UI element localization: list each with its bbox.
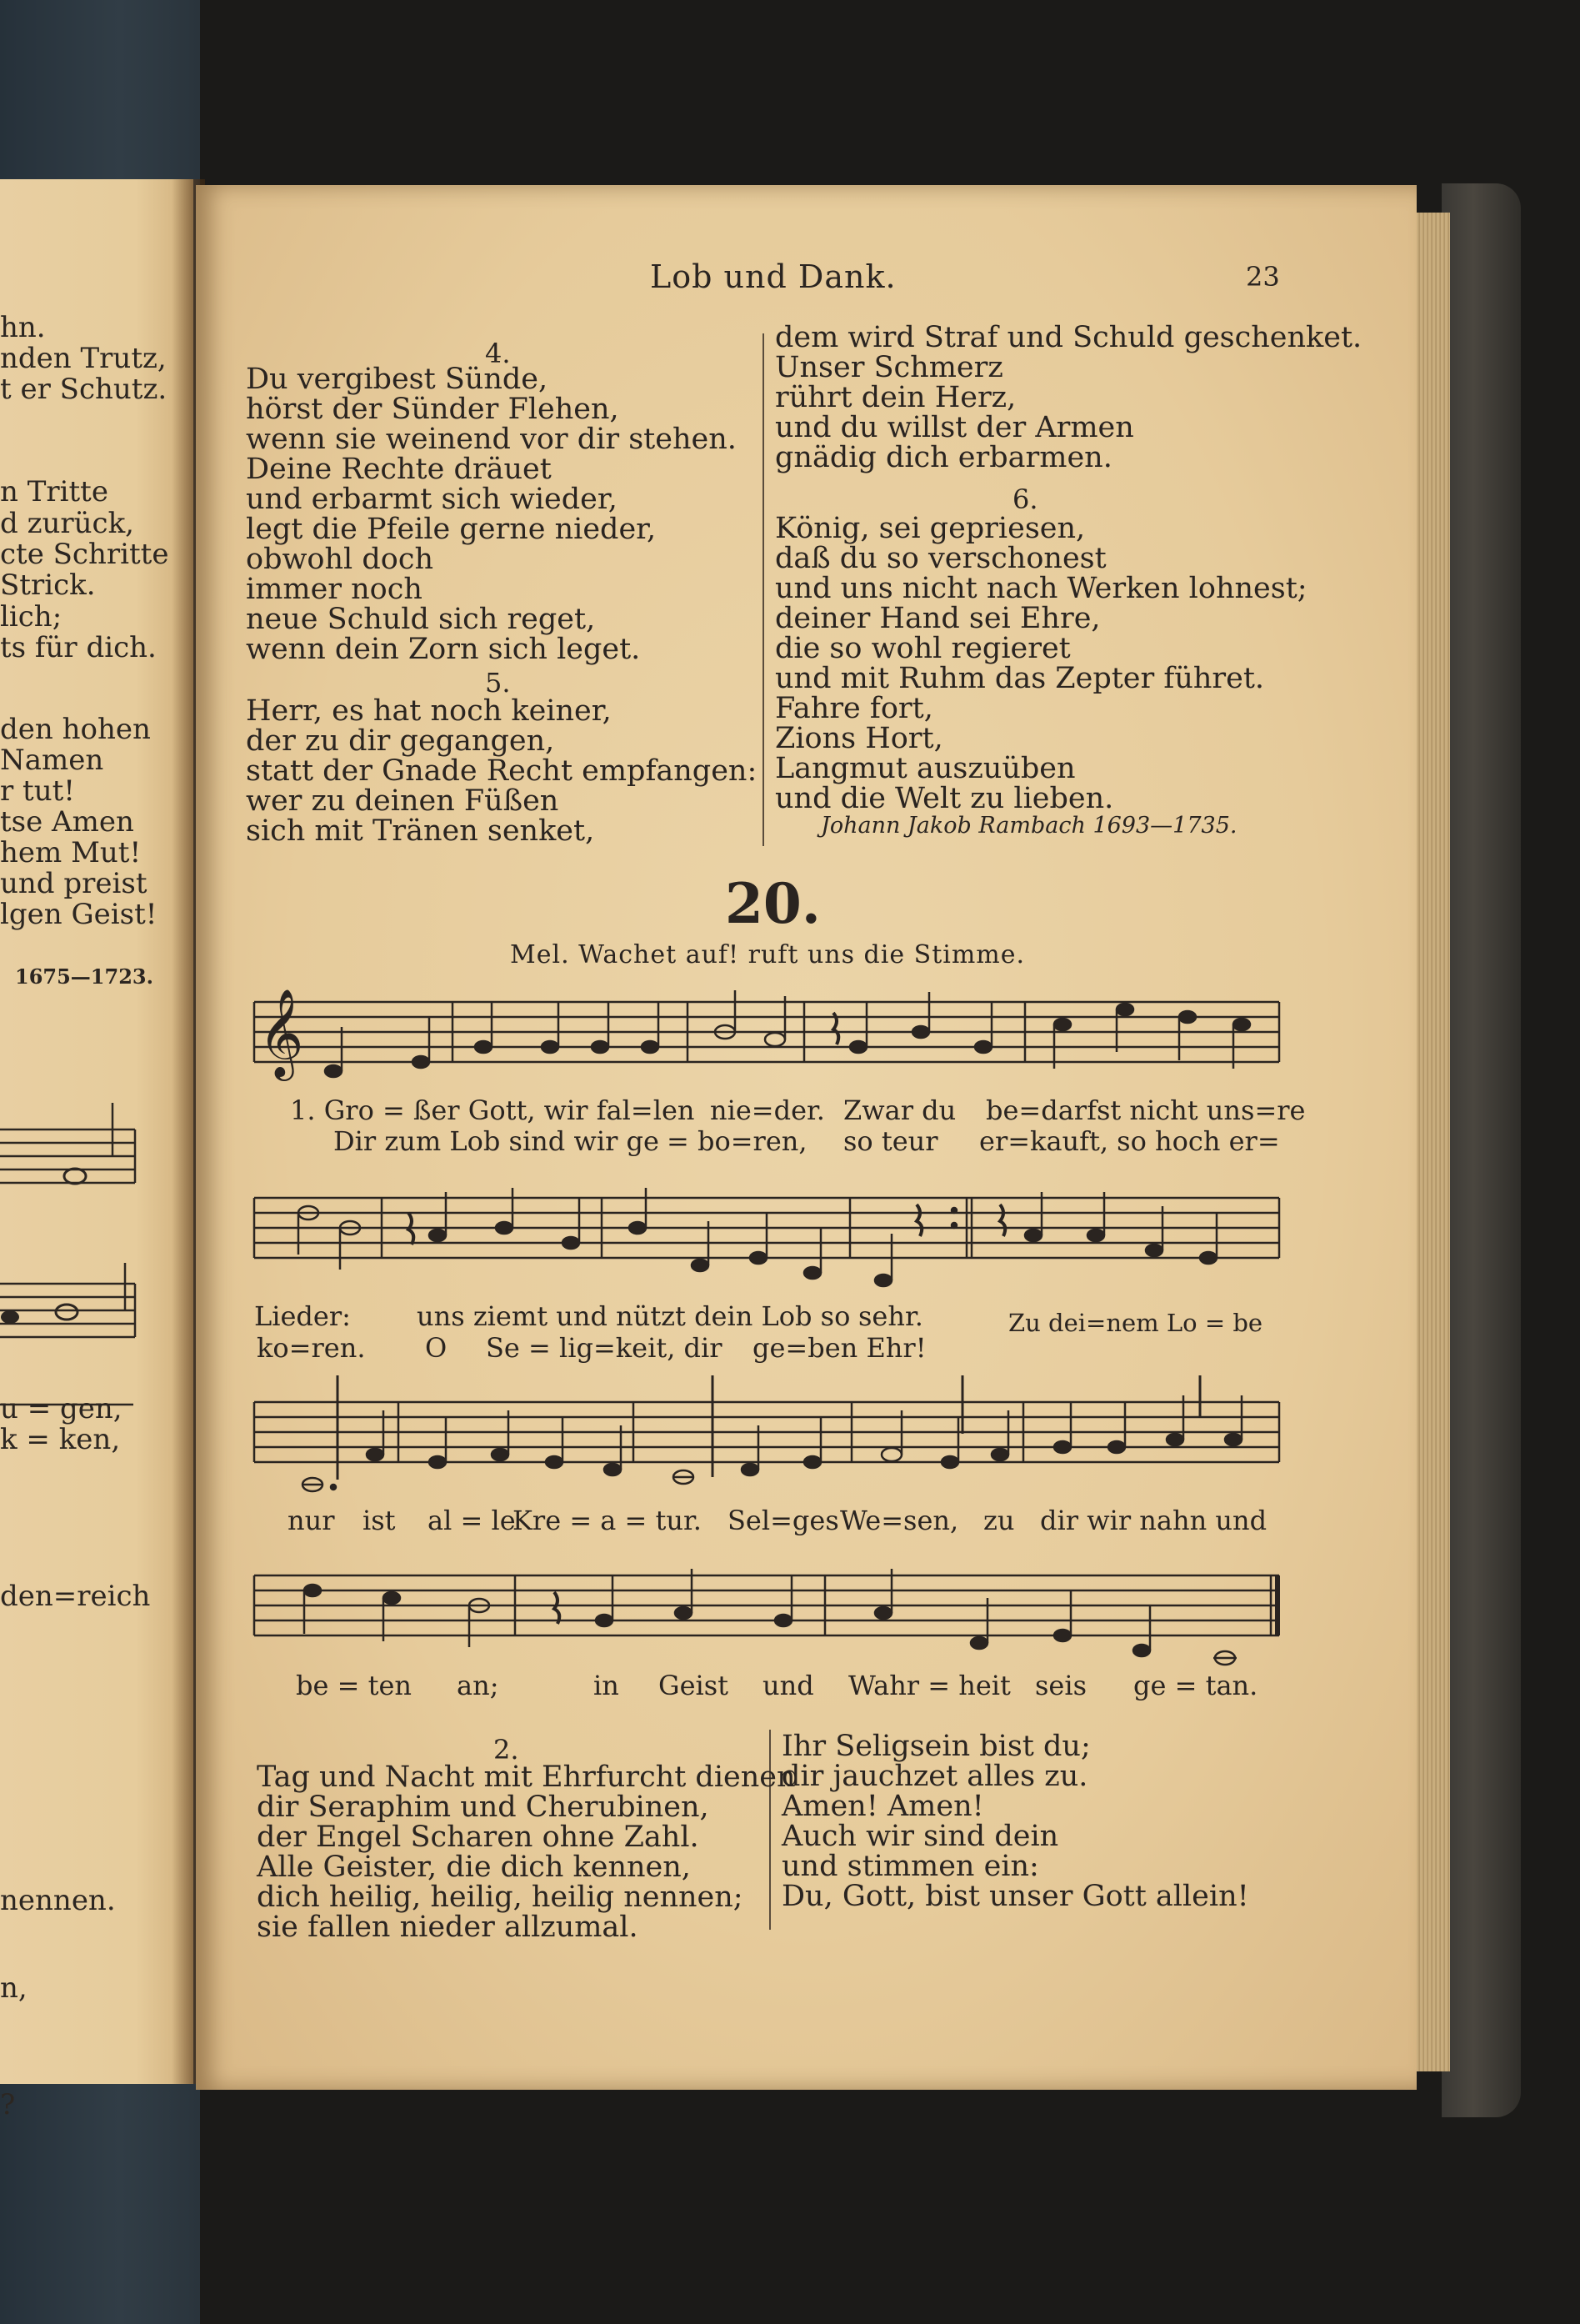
verse-line: dir Seraphim und Cherubinen,	[257, 1791, 709, 1824]
lyric-fragment: Sel=ges	[728, 1505, 839, 1536]
verse-line: König, sei gepriesen,	[775, 512, 1086, 545]
verse-number: 4.	[485, 338, 511, 369]
svg-text:𝄞: 𝄞	[258, 988, 304, 1077]
left-fragment: 1675—1723.	[15, 964, 153, 989]
lyric-fragment: Dir zum Lob sind wir ge	[333, 1125, 659, 1157]
lyric-fragment: ge=ben Ehr!	[752, 1332, 927, 1364]
lyric-fragment: ko=ren.	[257, 1332, 366, 1364]
verse-line: gnädig dich erbarmen.	[775, 441, 1112, 474]
lyric-fragment: Kre = a = tur.	[512, 1505, 702, 1536]
verse-line: obwohl doch	[246, 543, 433, 576]
left-staff-fragment	[0, 1121, 142, 1396]
verse-line: deiner Hand sei Ehre,	[775, 602, 1101, 635]
lyric-fragment: ge = tan.	[1133, 1670, 1258, 1701]
lyric-fragment: = bo=ren,	[667, 1125, 808, 1157]
verse-line: und du willst der Armen	[775, 411, 1134, 444]
left-fragment: nden Trutz,	[0, 342, 167, 375]
column-divider	[762, 333, 764, 846]
left-fragment: hem Mut!	[0, 836, 142, 869]
verse-line: Unser Schmerz	[775, 351, 1003, 384]
back-cover	[1442, 183, 1521, 2117]
left-fragment: lich;	[0, 600, 62, 634]
lyric-fragment: Zwar du	[843, 1094, 957, 1126]
left-fragment: ?	[0, 2088, 16, 2121]
verse-number: 5.	[485, 667, 511, 699]
verse-line: sie fallen nieder allzumal.	[257, 1911, 638, 1944]
lyric-fragment: dir wir nahn und	[1040, 1505, 1268, 1536]
lyric-fragment: uns ziemt und nützt dein Lob so	[417, 1300, 851, 1332]
verse-line: und erbarmt sich wieder,	[246, 483, 618, 516]
verse-line: und uns nicht nach Werken lohnest;	[775, 572, 1308, 605]
lyric-fragment: Se = lig=keit, dir	[486, 1332, 722, 1364]
verse-line: Ihr Seligsein bist du;	[782, 1730, 1091, 1763]
left-fragment: r tut!	[0, 774, 75, 808]
left-fragment: n,	[0, 1971, 28, 2005]
left-page	[0, 179, 193, 2121]
verse-number: 2.	[493, 1734, 519, 1766]
verse-line: und die Welt zu lieben.	[775, 782, 1114, 815]
left-fragment: n Tritte	[0, 475, 108, 508]
verse-line: dir jauchzet alles zu.	[782, 1760, 1088, 1793]
lyric-fragment: und	[762, 1670, 814, 1701]
left-fragment: t er Schutz.	[0, 373, 168, 406]
left-fragment: nennen.	[0, 1884, 116, 1917]
left-fragment: k = ken,	[0, 1423, 121, 1456]
left-fragment: den hohen	[0, 713, 151, 746]
lyric-fragment: in	[593, 1670, 619, 1701]
verse-line: Tag und Nacht mit Ehrfurcht dienen	[257, 1761, 796, 1794]
lyric-fragment: nie=der.	[710, 1094, 825, 1126]
left-fragment: tse Amen	[0, 805, 134, 839]
verse-line: wer zu deinen Füßen	[246, 784, 559, 818]
page-number: 23	[1246, 261, 1280, 293]
verse-line: rührt dein Herz,	[775, 381, 1017, 414]
hymn-number: 20.	[725, 871, 821, 936]
left-fragment: Strick.	[0, 568, 96, 602]
verse-line: der zu dir gegangen,	[246, 724, 555, 758]
left-fragment: u = gen,	[0, 1392, 122, 1425]
left-fragment: cte Schritte	[0, 538, 169, 571]
lyric-fragment: be=darfst nicht uns=re	[986, 1094, 1306, 1126]
verse-line: die so wohl regieret	[775, 632, 1071, 665]
music-staff-1	[250, 988, 1283, 1084]
lyric-fragment: be = ten	[296, 1670, 412, 1701]
verse-line: der Engel Scharen ohne Zahl.	[257, 1821, 699, 1854]
verse-line: Zions Hort,	[775, 722, 943, 755]
verse-line: Fahre fort,	[775, 692, 933, 725]
verse-line: immer noch	[246, 573, 422, 606]
verse-line: Amen! Amen!	[782, 1790, 984, 1823]
author-credit: Johann Jakob Rambach 1693—1735.	[821, 813, 1238, 839]
verse-line: Auch wir sind dein	[782, 1820, 1059, 1853]
lyric-fragment: 1. Gro = ßer Gott, wir fal=len	[290, 1094, 695, 1126]
column-divider	[769, 1730, 771, 1930]
verse-line: Du, Gott, bist unser Gott allein!	[782, 1880, 1249, 1913]
left-fragment: und preist	[0, 867, 148, 900]
verse-number: 6.	[1012, 483, 1038, 515]
verse-line: wenn sie weinend vor dir stehen.	[246, 423, 737, 456]
lyric-fragment: er=kauft, so hoch er=	[979, 1125, 1280, 1157]
music-staff-3	[250, 1384, 1283, 1500]
music-staff-4	[250, 1559, 1283, 1667]
verse-line: hörst der Sünder Flehen,	[246, 393, 619, 426]
music-staff-2	[250, 1188, 1283, 1305]
lyric-fragment: Lieder:	[254, 1300, 351, 1332]
verse-line: dem wird Straf und Schuld geschenket.	[775, 321, 1362, 354]
left-fragment: Namen	[0, 744, 104, 777]
lyric-fragment: zu	[983, 1505, 1015, 1536]
verse-line: Du vergibest Sünde,	[246, 363, 548, 396]
left-fragment: d zurück,	[0, 507, 134, 540]
melody-line: Mel. Wachet auf! ruft uns die Stimme.	[510, 940, 1026, 969]
verse-line: und mit Ruhm das Zepter führet.	[775, 662, 1265, 695]
verse-line: legt die Pfeile gerne nieder,	[246, 513, 657, 546]
left-fragment: hn.	[0, 311, 46, 344]
left-fragment: lgen Geist!	[0, 898, 158, 931]
left-fragment: ts für dich.	[0, 631, 157, 664]
verse-line: wenn dein Zorn sich leget.	[246, 633, 641, 666]
left-fragment: den=reich	[0, 1580, 151, 1613]
lyric-fragment: O	[425, 1332, 448, 1364]
lyric-fragment: sehr.	[858, 1300, 923, 1332]
verse-line: neue Schuld sich reget,	[246, 603, 596, 636]
lyric-fragment: so teur	[843, 1125, 938, 1157]
verse-line: daß du so verschonest	[775, 542, 1107, 575]
verse-line: Herr, es hat noch keiner,	[246, 694, 612, 728]
verse-line: dich heilig, heilig, heilig nennen;	[257, 1881, 743, 1914]
verse-line: Deine Rechte dräuet	[246, 453, 552, 486]
lyric-fragment: Zu dei=nem Lo = be	[1008, 1309, 1263, 1337]
lyric-fragment: ist	[362, 1505, 396, 1536]
verse-line: sich mit Tränen senket,	[246, 814, 595, 848]
verse-line: Langmut auszuüben	[775, 752, 1076, 785]
lyric-fragment: an;	[457, 1670, 499, 1701]
lyric-fragment: Geist	[658, 1670, 729, 1701]
verse-line: statt der Gnade Recht empfangen:	[246, 754, 758, 788]
lyric-fragment: We=sen,	[840, 1505, 959, 1536]
verse-line: und stimmen ein:	[782, 1850, 1039, 1883]
page-header-title: Lob und Dank.	[650, 258, 897, 295]
lyric-fragment: seis	[1035, 1670, 1088, 1701]
lyric-fragment: Wahr = heit	[848, 1670, 1011, 1701]
lyric-fragment: nur	[288, 1505, 335, 1536]
verse-line: Alle Geister, die dich kennen,	[257, 1851, 691, 1884]
lyric-fragment: al = le	[428, 1505, 516, 1536]
